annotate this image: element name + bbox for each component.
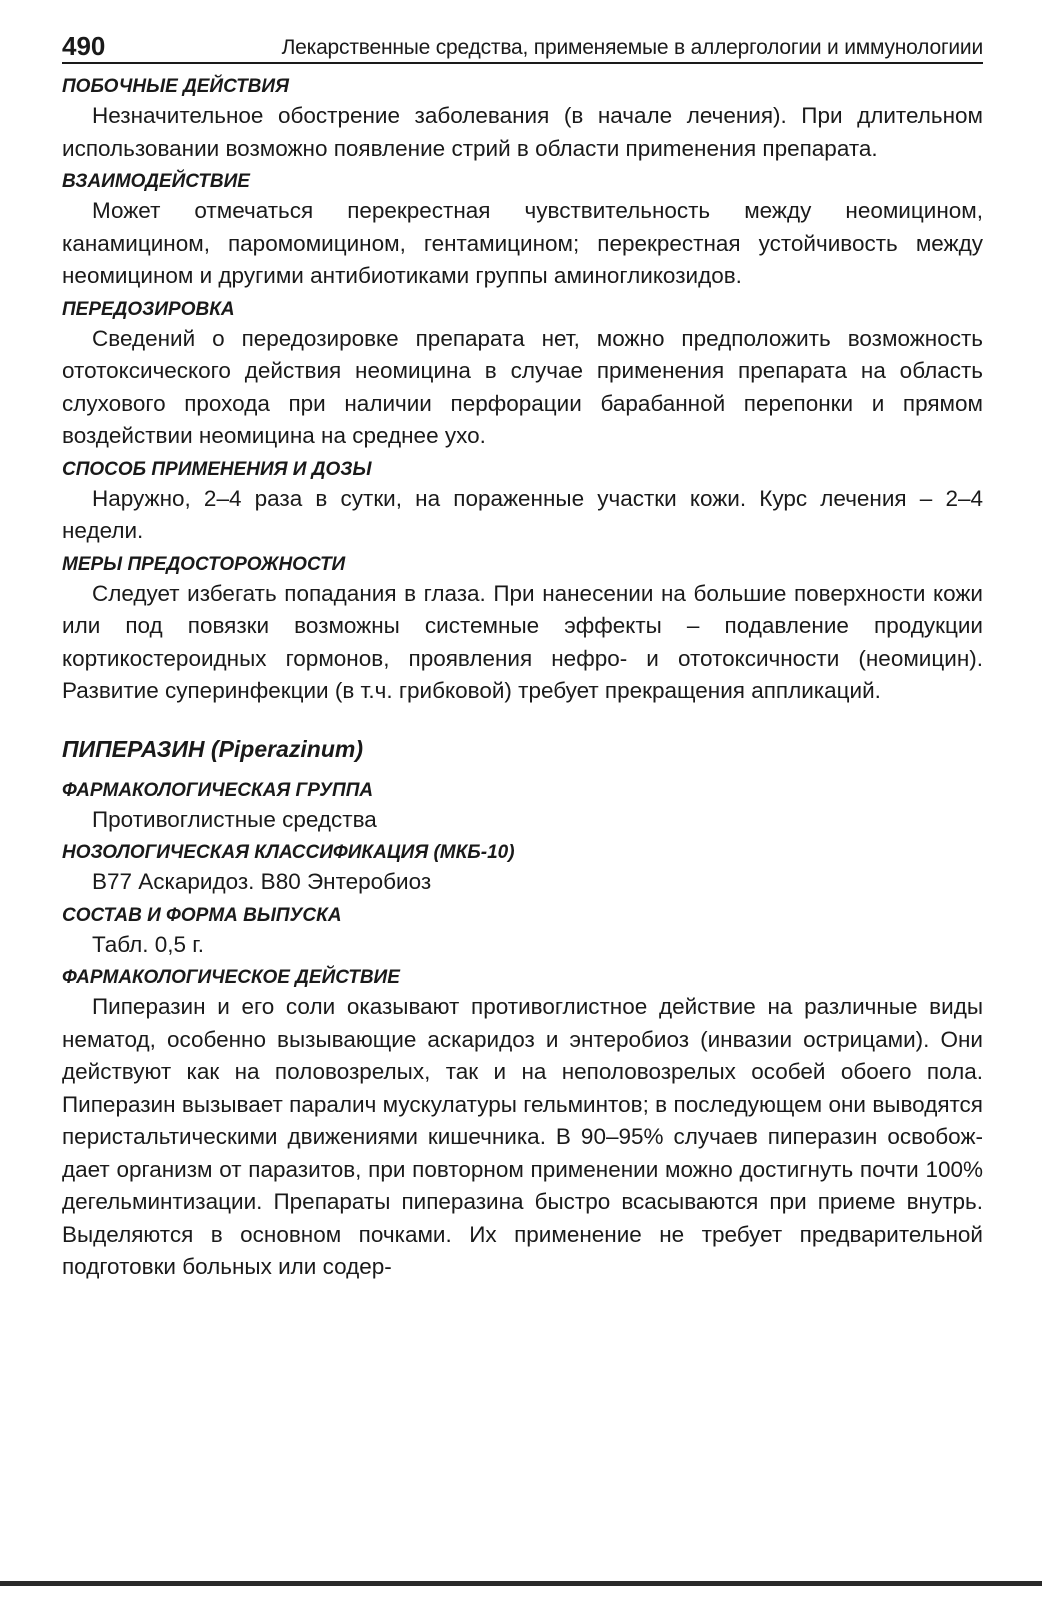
section-pharm-action [62,965,983,1284]
page-number: 490 [62,31,106,61]
section-heading: ФАРМАКОЛОГИЧЕСКОЕ ДЕЙСТВИЕ [62,967,400,988]
running-header-title: Лекарственные средства, применяемые в аллергологии и иммунологиии [281,36,983,59]
section-text: Сведений о передозировке препарата нет, можно предположить возможность ототоксического действия неомицина в случае применения препарата на область слухового прохода при наличии перфорации барабанной перепонки и прямом воздействии неомицина на среднее ухо. [62,325,983,448]
section-nosology [62,840,983,899]
section-text: Наружно, 2–4 раза в сутки, на пораженные участки кожи. Курс лечения – 2–4 недели. [62,485,983,543]
document-page [62,20,983,1288]
page-content [62,74,983,1284]
section-side-effects [62,74,983,165]
section-heading: НОЗОЛОГИЧЕСКАЯ КЛАССИФИКАЦИЯ (МКБ-10) [62,842,515,863]
section-overdose [62,297,983,453]
running-header [62,20,983,64]
section-text: Может отмечаться перекрестная чувствительность между неомицином, канамицином, паромомицином, гентамицином; перекрестная устойчивость между неомицином и другими антибиотиками группы аминогликозидов. [62,198,983,288]
section-heading: ФАРМАКОЛОГИЧЕСКАЯ ГРУППА [62,779,374,801]
section-pharm-group [62,778,983,837]
section-text: Противоглистные средства [92,806,377,832]
section-text: Следует избегать попадания в глаза. При нанесении на большие поверхности кожи или под повязки возможны системные эффекты – подавление продукции кортикостероидных гормонов, проявления нефро- и ототоксичности (неомицин). Развитие суперинфекции (в т.ч. грибковой) требует прекращения аппликаций. [62,580,983,703]
section-heading: МЕРЫ ПРЕДОСТОРОЖНОСТИ [62,553,346,575]
section-heading: СПОСОБ ПРИМЕНЕНИЯ И ДОЗЫ [62,458,372,480]
section-dosage [62,457,983,548]
section-heading: ПОБОЧНЫЕ ДЕЙСТВИЯ [62,76,289,97]
section-text: Пиперазин и его соли оказывают противоглистное действие на различные виды нематод, особенно вызывающие аскаридоз и энтеробиоз (инвазии острицами). Они действуют как на половозрелых, так и на неполовозрелых особей обоего пола. Пиперазин вызывает паралич мускулатуры гельминтов; в последующем они выводятся перистальтическими движениями кишечника. В 90–95% случаев пиперазин освобождает организм от паразитов, при повторном применении можно достигнуть почти 100% дегельминтизации. Препараты пиперазина быстро всасываются при приеме внутрь. Выделяются в основном почками. Их применение не требует предварительной подготовки больных или содер- [62,994,983,1279]
drug-title: ПИПЕРАЗИН (Piperazinum) [62,735,363,762]
section-text: Незначительное обострение заболевания (в начале лечения). При длительном использовании возможно появление стрий в области приmенения препарата. [62,103,983,161]
section-text: B77 Аскаридоз. B80 Энтеробиоз [92,869,432,894]
page-bottom-rule [0,1581,1042,1586]
section-heading: СОСТАВ И ФОРМА ВЫПУСКА [62,904,342,926]
section-composition [62,903,983,962]
section-heading: ВЗАИМОДЕЙСТВИЕ [62,171,250,192]
section-precautions [62,552,983,708]
section-interaction [62,169,983,293]
section-text: Табл. 0,5 г. [92,931,204,957]
section-heading: ПЕРЕДОЗИРОВКА [62,298,235,320]
